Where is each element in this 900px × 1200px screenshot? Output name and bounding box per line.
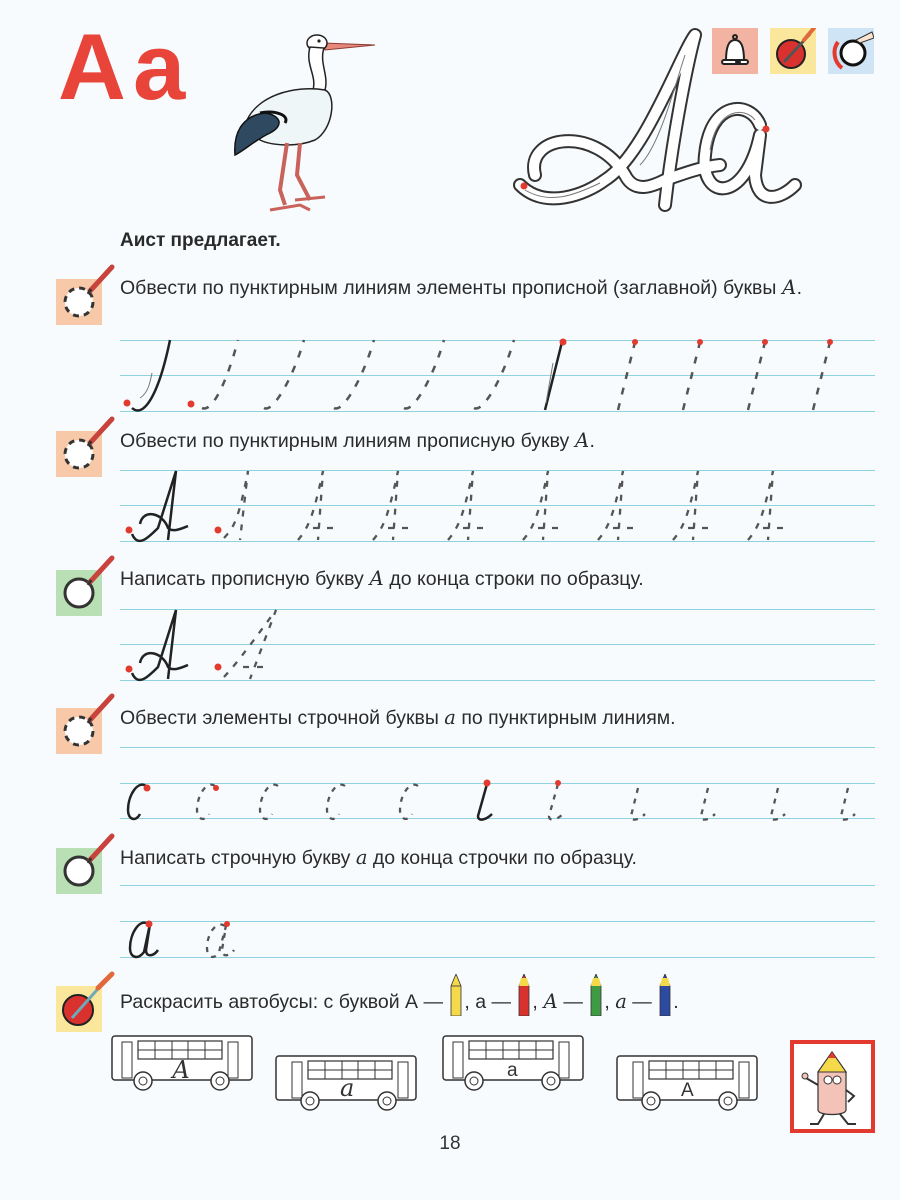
task-1-icon	[56, 279, 102, 325]
task-1-instruction: Обвести по пунктирным линиям элементы прописной (заглавной) буквы А.	[120, 276, 803, 299]
bus-letter: а	[340, 1074, 355, 1102]
cursive-letter: а	[444, 706, 456, 729]
task-2-icon	[56, 431, 102, 477]
start-dot	[521, 183, 528, 190]
paint-brush-icon	[52, 970, 114, 1032]
task-2-instruction: Обвести по пунктирным линиям прописную букву А.	[120, 429, 595, 452]
task-6-instruction: Раскрасить автобусы: с буквой А — , а — , А — , а — .	[120, 982, 880, 1024]
solid-circle-pencil-icon	[52, 554, 114, 616]
blue-pencil-icon	[659, 974, 671, 1016]
task-5-icon	[56, 848, 102, 894]
green-pencil-icon	[590, 974, 602, 1016]
task-2-tracing-row[interactable]	[118, 468, 878, 548]
pencil-mascot	[790, 1040, 875, 1133]
ruled-line	[120, 885, 875, 886]
task-5-instruction: Написать строчную букву а до конца строчки по образцу.	[120, 846, 637, 869]
ruled-line	[120, 747, 875, 748]
stork-illustration	[225, 15, 380, 215]
bus-letter: А	[681, 1080, 694, 1101]
cursive-letter: а	[355, 846, 368, 869]
solid-circle-pencil-icon	[52, 832, 114, 894]
bus-4[interactable]	[615, 1054, 761, 1112]
bus-3[interactable]	[441, 1034, 587, 1092]
task-3-instruction: Написать прописную букву А до конца строки по образцу.	[120, 567, 644, 590]
page-number: 18	[439, 1133, 461, 1154]
dashed-circle-pencil-icon	[52, 692, 114, 754]
section-subtitle: Аист предлагает.	[120, 230, 281, 251]
yellow-pencil-icon	[450, 974, 462, 1016]
task-4-instruction: Обвести элементы строчной буквы а по пунктирным линиям.	[120, 706, 676, 729]
task-3-icon	[56, 570, 102, 616]
cursive-letter: А	[781, 276, 797, 299]
bell-icon	[712, 28, 758, 74]
red-pencil-icon	[518, 974, 530, 1016]
cursive-letter: А	[574, 429, 590, 452]
task-6-icon	[56, 986, 102, 1032]
bus-letter: А	[172, 1056, 191, 1084]
bus-1[interactable]	[110, 1034, 256, 1092]
start-dot	[763, 126, 770, 133]
task-1-tracing-row[interactable]	[118, 338, 878, 418]
bus-letter: а	[507, 1060, 518, 1081]
task-4-icon	[56, 708, 102, 754]
cursive-letter: А	[369, 567, 384, 590]
finger-trace-icon	[828, 28, 874, 74]
dashed-circle-pencil-icon	[52, 263, 114, 325]
stork-icon	[225, 15, 380, 215]
task-3-writing-row[interactable]	[118, 607, 878, 687]
paint-brush-icon	[770, 28, 816, 74]
bus-2[interactable]	[274, 1054, 420, 1112]
model-cursive-letters	[505, 25, 805, 215]
dashed-circle-pencil-icon	[52, 415, 114, 477]
heading-letters: Аа	[58, 14, 192, 119]
